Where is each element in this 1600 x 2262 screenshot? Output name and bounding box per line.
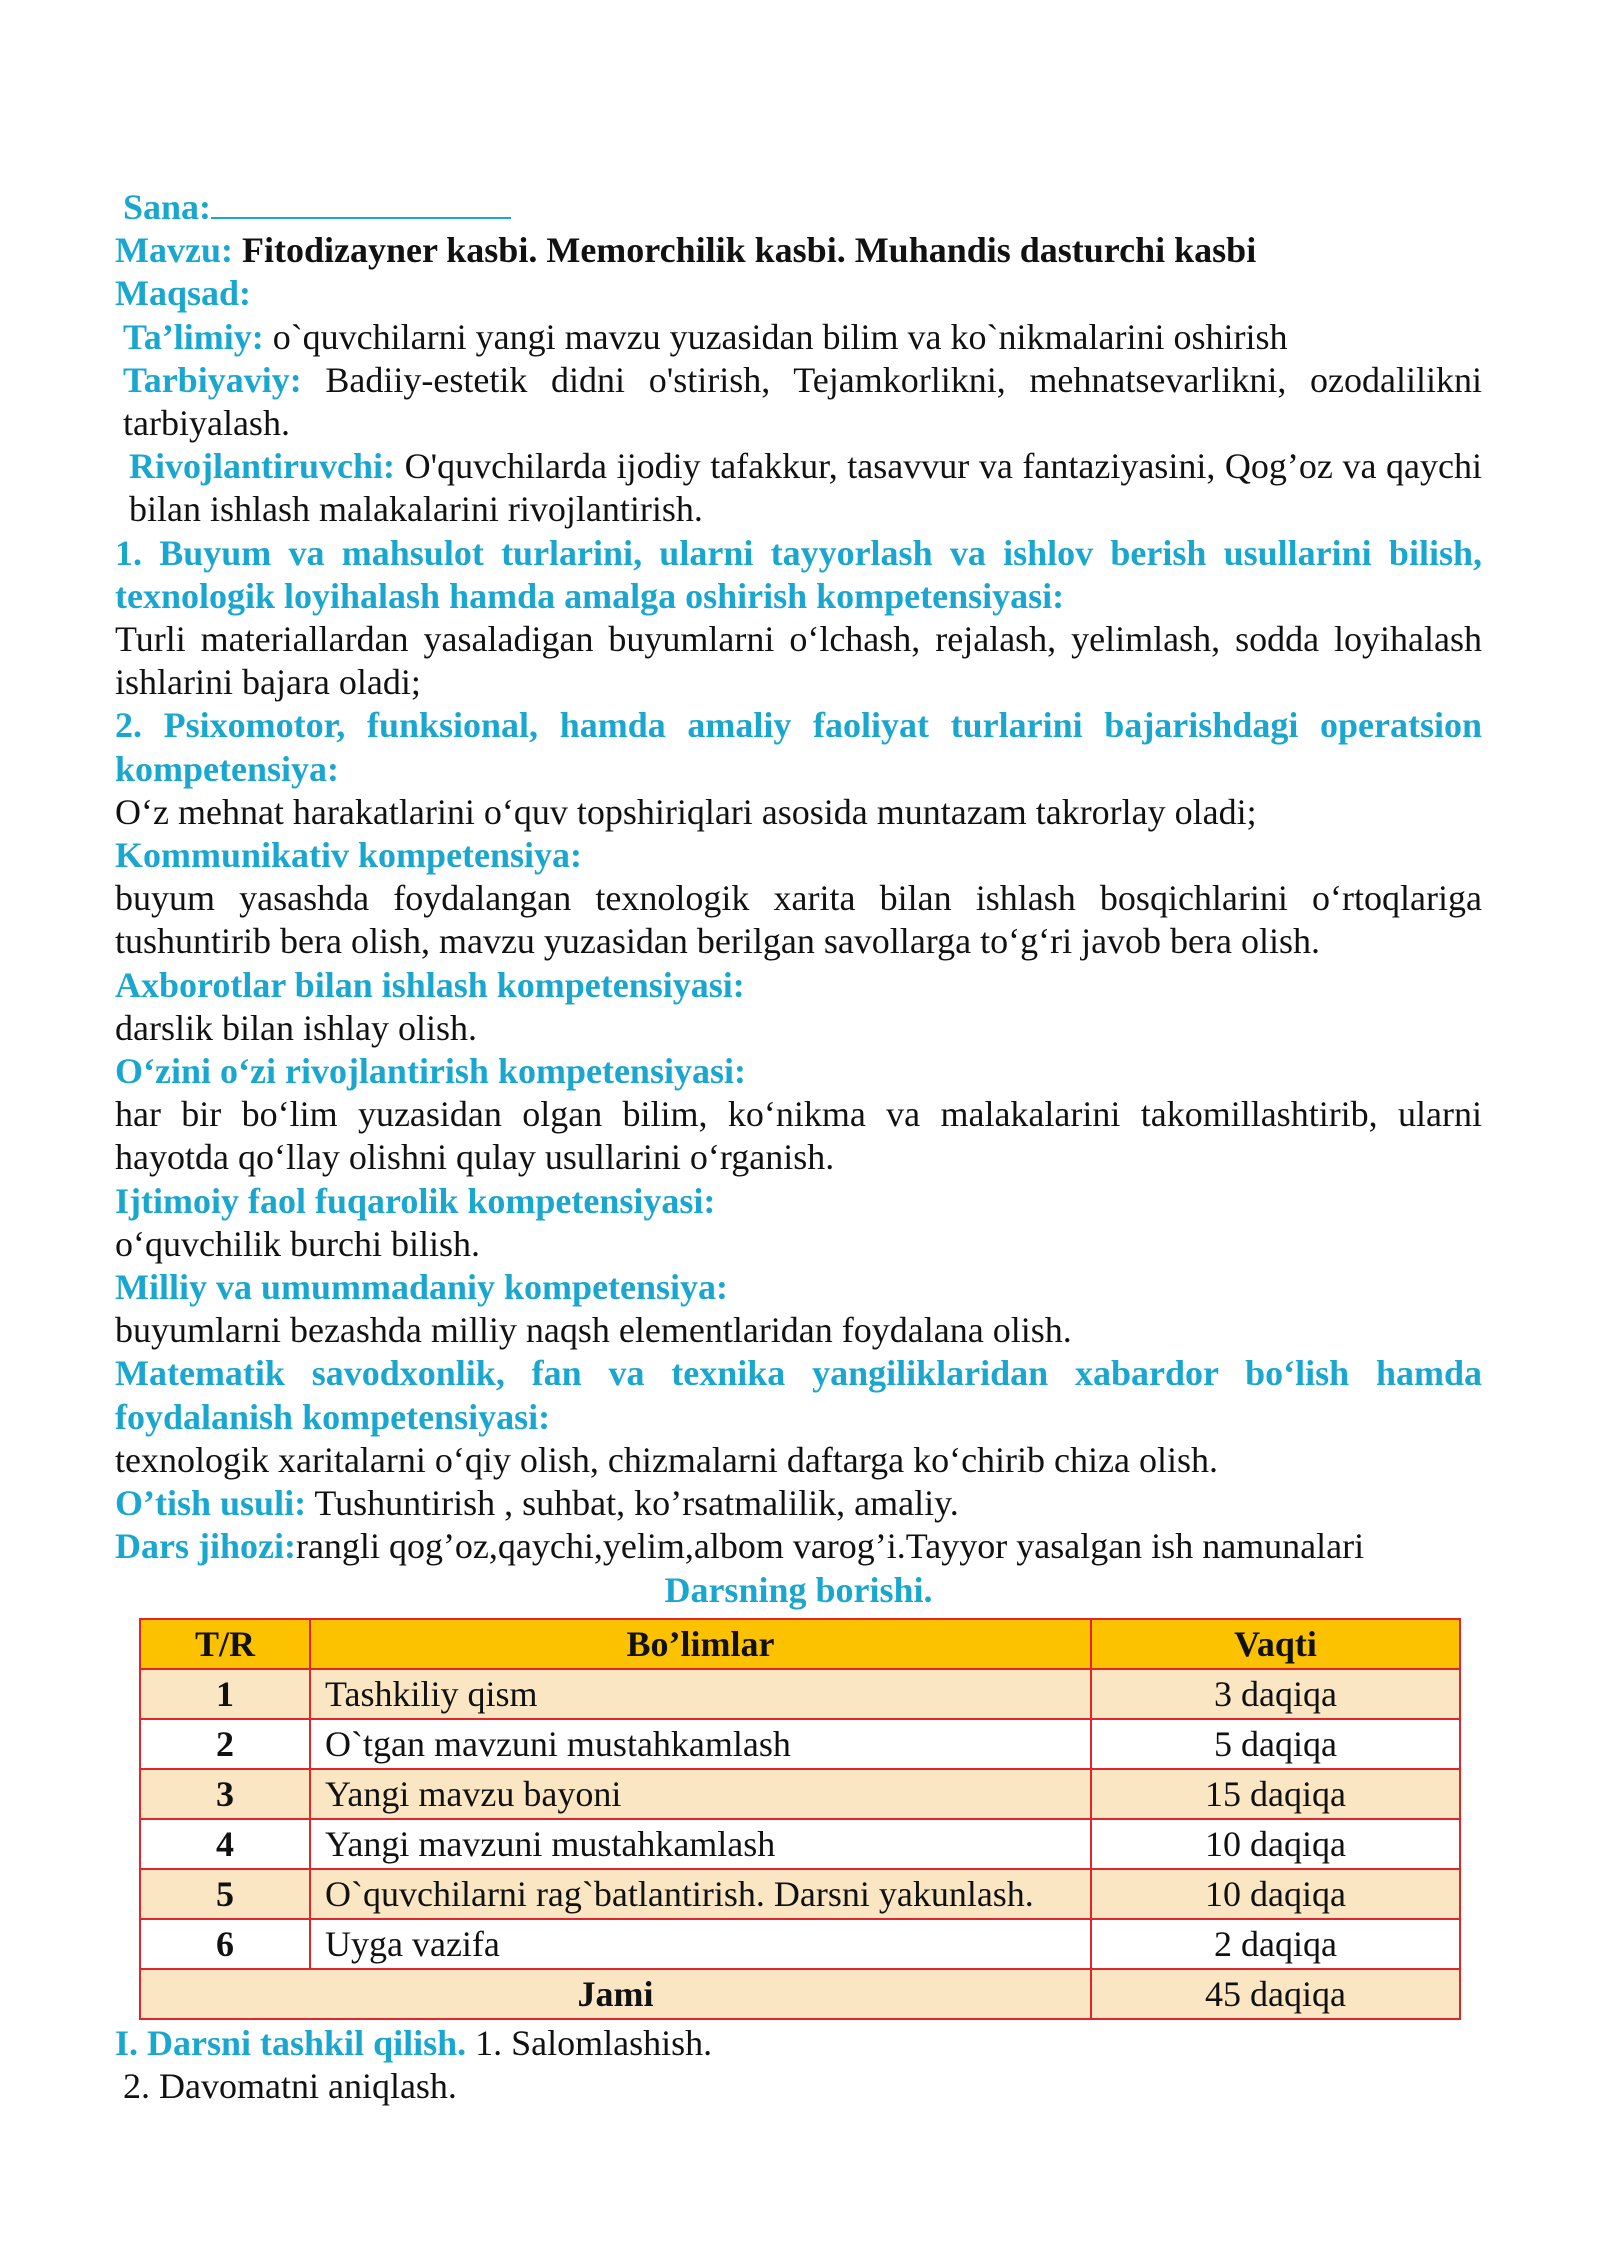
competency-block-1 bbox=[115, 532, 1482, 705]
organization-label: I. Darsni tashkil qilish. bbox=[115, 2022, 467, 2063]
competency-text: texnologik xaritalarni o‘qiy olish, chizmalarni daftarga ko‘chirib chiza olish. bbox=[115, 1439, 1218, 1480]
competency-block-8 bbox=[115, 1352, 1482, 1482]
competency-text: o‘quvchilik burchi bilish. bbox=[115, 1223, 480, 1264]
row-time: 5 daqiqa bbox=[1091, 1719, 1460, 1769]
competency-heading: Kommunikativ kompetensiya: bbox=[115, 835, 583, 876]
row-number: 2 bbox=[140, 1719, 310, 1769]
row-time: 10 daqiqa bbox=[1091, 1819, 1460, 1869]
competency-text: Turli materiallardan yasaladigan buyumlarni o‘lchash, rejalash, yelimlash, sodda loyihalash ishlarini bajara oladi; bbox=[115, 619, 1482, 703]
lesson-plan-page bbox=[115, 186, 1482, 2108]
equipment-text: rangli qog’oz,qaychi,yelim,albom varog’i.Tayyor yasalgan ish namunalari bbox=[295, 1526, 1365, 1567]
topic-line bbox=[115, 229, 1482, 272]
competency-block-6 bbox=[115, 1180, 1482, 1266]
goal-heading bbox=[115, 272, 1482, 315]
row-time: 3 daqiqa bbox=[1091, 1669, 1460, 1719]
competency-block-2 bbox=[115, 704, 1482, 834]
competency-block-5 bbox=[115, 1050, 1482, 1180]
competency-heading: O‘zini o‘zi rivojlantirish kompetensiyasi: bbox=[115, 1051, 746, 1092]
total-value: 45 daqiqa bbox=[1091, 1969, 1460, 2019]
lesson-schedule-table bbox=[139, 1618, 1461, 2020]
method-label: O’tish usuli: bbox=[115, 1483, 307, 1524]
column-header-number: T/R bbox=[140, 1619, 310, 1669]
competency-heading: Ijtimoiy faol fuqarolik kompetensiyasi: bbox=[115, 1180, 716, 1221]
upbringing-goal bbox=[115, 359, 1482, 445]
table-row bbox=[140, 1869, 1460, 1919]
competency-heading: 2. Psixomotor, funksional, hamda amaliy faoliyat turlarini bajarishdagi operatsion kompetensiya: bbox=[115, 705, 1482, 789]
row-time: 2 daqiqa bbox=[1091, 1919, 1460, 1969]
lesson-flow-title: Darsning borishi. bbox=[664, 1569, 933, 1610]
row-section: O`tgan mavzuni mustahkamlash bbox=[310, 1719, 1091, 1769]
competency-text: buyumlarni bezashda milliy naqsh elementlaridan foydalana olish. bbox=[115, 1310, 1072, 1351]
table-row bbox=[140, 1719, 1460, 1769]
row-number: 4 bbox=[140, 1819, 310, 1869]
date-blank bbox=[211, 187, 511, 219]
competency-heading: 1. Buyum va mahsulot turlarini, ularni tayyorlash va ishlov berish usullarini bilish, texnologik loyihalash hamda amalga oshirish kompetensiyasi: bbox=[115, 532, 1482, 616]
competency-block-4 bbox=[115, 964, 1482, 1050]
organization-step-1: 1. Salomlashish. bbox=[475, 2022, 713, 2063]
row-section: Yangi mavzuni mustahkamlash bbox=[310, 1819, 1091, 1869]
competency-text: buyum yasashda foydalangan texnologik xarita bilan ishlash bosqichlarini o‘rtoqlariga tushuntirib bera olish, mavzu yuzasidan berilgan savollarga to‘g‘ri javob bera olish. bbox=[115, 878, 1482, 962]
competency-text: har bir bo‘lim yuzasidan olgan bilim, ko‘nikma va malakalarini takomillashtirib, ularni hayotda qo‘llay olishni qulay usullarini o‘rganish. bbox=[115, 1094, 1482, 1178]
column-header-sections: Bo’limlar bbox=[310, 1619, 1091, 1669]
organization-line bbox=[115, 2022, 1482, 2065]
table-header-row bbox=[140, 1619, 1460, 1669]
row-number: 5 bbox=[140, 1869, 310, 1919]
table-row bbox=[140, 1819, 1460, 1869]
equipment-line bbox=[115, 1525, 1482, 1568]
topic-text: Fitodizayner kasbi. Memorchilik kasbi. Muhandis dasturchi kasbi bbox=[241, 230, 1257, 271]
date-line bbox=[115, 186, 1482, 229]
topic-label: Mavzu: bbox=[115, 230, 233, 271]
educational-goal-label: Ta’limiy: bbox=[123, 316, 264, 357]
method-line bbox=[115, 1482, 1482, 1525]
table-row bbox=[140, 1919, 1460, 1969]
competency-text: darslik bilan ishlay olish. bbox=[115, 1007, 477, 1048]
table-row bbox=[140, 1769, 1460, 1819]
total-label: Jami bbox=[140, 1969, 1091, 2019]
row-section: Tashkiliy qism bbox=[310, 1669, 1091, 1719]
method-text: Tushuntirish , suhbat, ko’rsatmalilik, amaliy. bbox=[314, 1483, 959, 1524]
table-row bbox=[140, 1669, 1460, 1719]
row-time: 15 daqiqa bbox=[1091, 1769, 1460, 1819]
educational-goal-text: o`quvchilarni yangi mavzu yuzasidan bilim va ko`nikmalarini oshirish bbox=[272, 316, 1288, 357]
developmental-goal bbox=[115, 445, 1482, 531]
developmental-goal-label: Rivojlantiruvchi: bbox=[129, 446, 395, 487]
developmental-goal-text: O'quvchilarda ijodiy tafakkur, tasavvur va fantaziyasini, Qog’oz va qaychi bilan ishlash malakalarini rivojlantirish. bbox=[129, 446, 1482, 530]
row-number: 3 bbox=[140, 1769, 310, 1819]
row-section: Uyga vazifa bbox=[310, 1919, 1091, 1969]
upbringing-goal-label: Tarbiyaviy: bbox=[123, 359, 302, 400]
equipment-label: Dars jihozi: bbox=[115, 1526, 296, 1567]
competency-text: O‘z mehnat harakatlarini o‘quv topshiriqlari asosida muntazam takrorlay oladi; bbox=[115, 791, 1257, 832]
upbringing-goal-text: Badiiy-estetik didni o'stirish, Tejamkorlikni, mehnatsevarlikni, ozodalilikni tarbiyalash. bbox=[123, 359, 1482, 444]
date-label: Sana: bbox=[123, 187, 212, 227]
row-section: Yangi mavzu bayoni bbox=[310, 1769, 1091, 1819]
competency-heading: Matematik savodxonlik, fan va texnika yangiliklaridan xabardor bo‘lish hamda foydalanish kompetensiyasi: bbox=[115, 1353, 1482, 1437]
competency-heading: Milliy va umummadaniy kompetensiya: bbox=[115, 1267, 729, 1308]
row-number: 6 bbox=[140, 1919, 310, 1969]
column-header-time: Vaqti bbox=[1091, 1619, 1460, 1669]
educational-goal bbox=[115, 316, 1482, 359]
row-number: 1 bbox=[140, 1669, 310, 1719]
table-total-row bbox=[140, 1969, 1460, 2019]
competency-block-3 bbox=[115, 834, 1482, 964]
goal-label: Maqsad: bbox=[115, 273, 252, 314]
row-time: 10 daqiqa bbox=[1091, 1869, 1460, 1919]
row-section: O`quvchilarni rag`batlantirish. Darsni yakunlash. bbox=[310, 1869, 1091, 1919]
competency-block-7 bbox=[115, 1266, 1482, 1352]
organization-step-2: 2. Davomatni aniqlash. bbox=[123, 2065, 457, 2106]
competency-heading: Axborotlar bilan ishlash kompetensiyasi: bbox=[115, 964, 745, 1005]
